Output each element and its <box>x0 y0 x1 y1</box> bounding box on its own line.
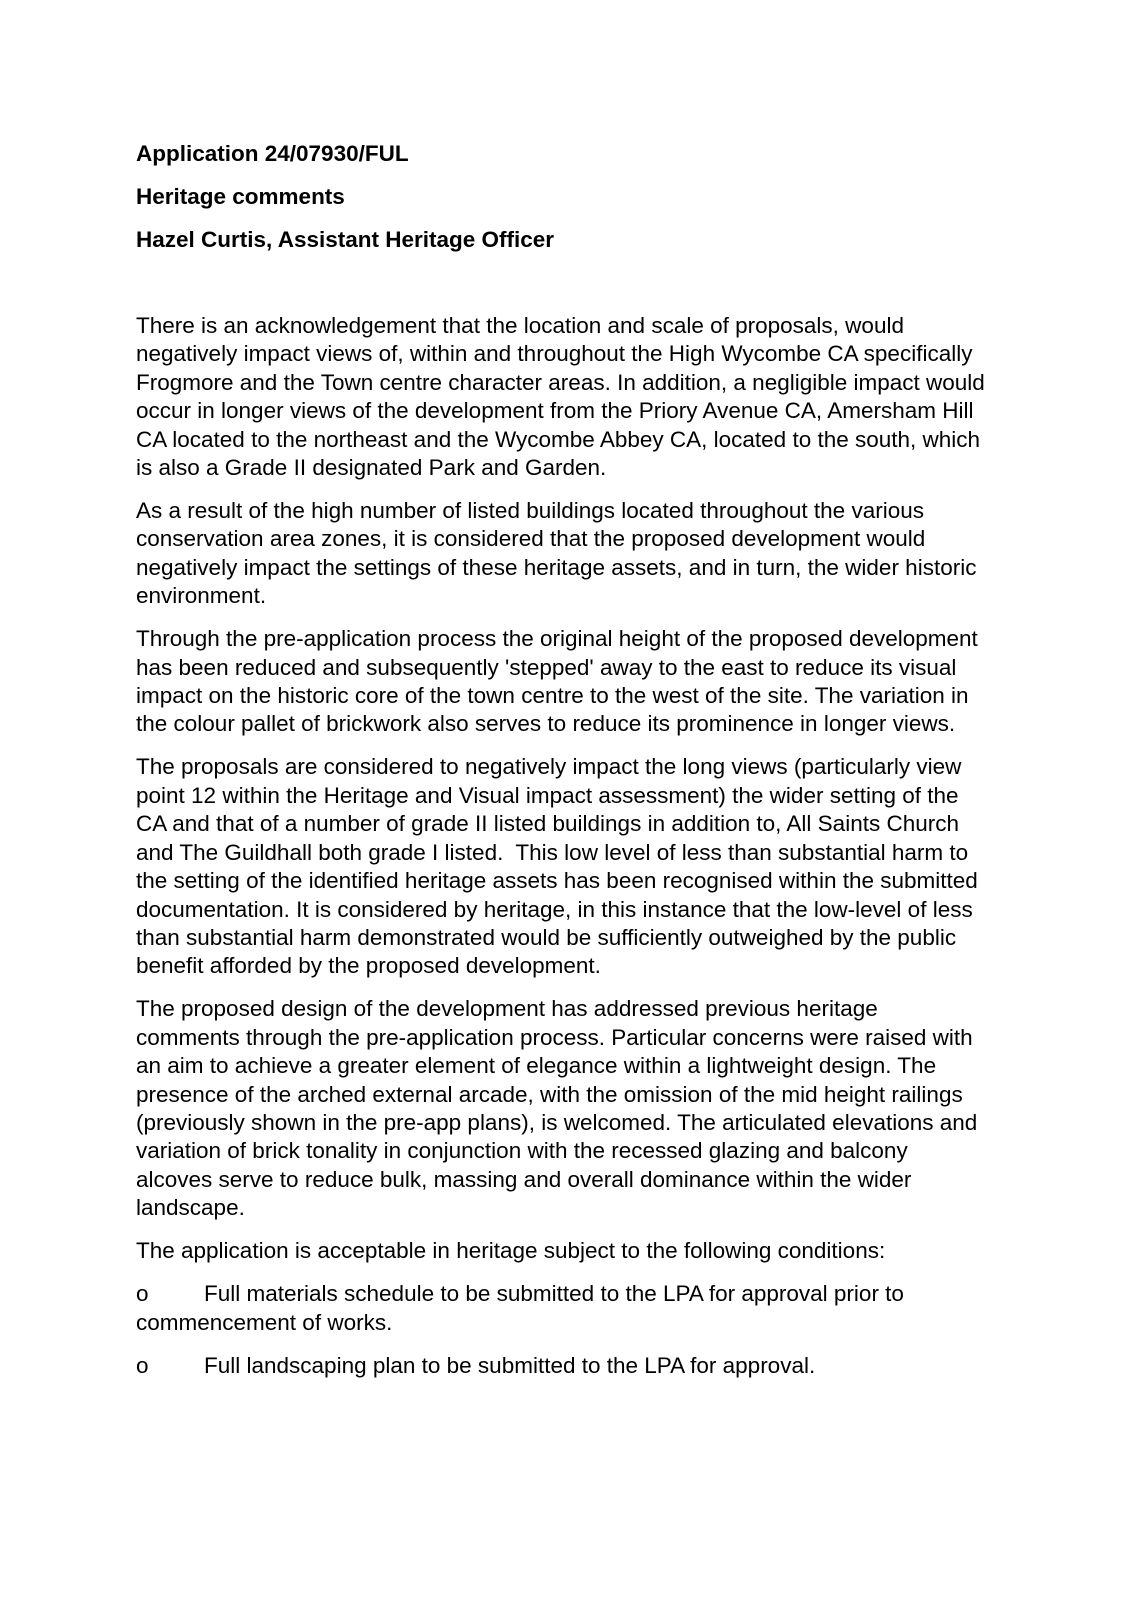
conditions-intro: The application is acceptable in heritage subject to the following conditions: <box>136 1238 886 1264</box>
paragraph-pre-application-height: Through the pre-application process the original height of the proposed development has been reduced and subsequently 'stepped' away to the east to reduce its visual impact on the historic core of the town centre to the west of the site. The variation in the colour pallet of brickwork also serves to reduce its prominence in longer views. <box>136 626 985 737</box>
paragraph-long-views-harm: The proposals are considered to negatively impact the long views (particularly view point 12 within the Heritage and Visual impact assessment) the wider setting of the CA and that of a number of grade II listed buildings in addition to, All Saints Church and The Guildhall both grade I listed. This low level of less than substantial harm to the setting of the identified heritage assets has been recognised within the submitted documentation. It is considered by heritage, in this instance that the low-level of less than substantial harm demonstrated would be sufficiently outweighed by the public benefit afforded by the proposed development. <box>136 754 985 979</box>
condition-text: Full landscaping plan to be submitted to the LPA for approval. <box>204 1352 816 1378</box>
paragraph-impact-views: There is an acknowledgement that the location and scale of proposals, would negatively impact views of, within and throughout the High Wycombe CA specifically Frogmore and the Town centre character areas. In addition, a negligible impact would occur in longer views of the development from the Priory Avenue CA, Amersham Hill CA located to the northeast and the Wycombe Abbey CA, located to the south, which is also a Grade II designated Park and Garden. <box>136 313 992 481</box>
paragraph-proposed-design: The proposed design of the development has addressed previous heritage comments through the pre-application process. Particular concerns were raised with an aim to achieve a greater element of elegance within a lightweight design. The presence of the arched external arcade, with the omission of the mid height railings (previously shown in the pre-app plans), is welcomed. The articulated elevations and variation of brick tonality in conjunction with the recessed glazing and balcony alcoves serve to reduce bulk, massing and overall dominance within the wider landscape. <box>136 996 984 1221</box>
paragraph-listed-buildings: As a result of the high number of listed buildings located throughout the various conservation area zones, it is considered that the proposed development would negatively impact the settings of these heritage assets, and in turn, the wider historic environment. <box>136 498 983 609</box>
condition-text: Full materials schedule to be submitted to the LPA for approval prior to commencement of works. <box>136 1281 911 1335</box>
application-reference-heading: Application 24/07930/FUL <box>136 141 409 166</box>
condition-materials-schedule <box>136 1280 985 1337</box>
condition-marker: o <box>136 1352 149 1378</box>
condition-marker: o <box>136 1281 149 1307</box>
author-heading: Hazel Curtis, Assistant Heritage Officer <box>136 227 555 252</box>
heritage-comments-document <box>136 140 992 1380</box>
document-subtitle-heading: Heritage comments <box>136 184 345 209</box>
condition-landscaping-plan <box>136 1352 985 1380</box>
